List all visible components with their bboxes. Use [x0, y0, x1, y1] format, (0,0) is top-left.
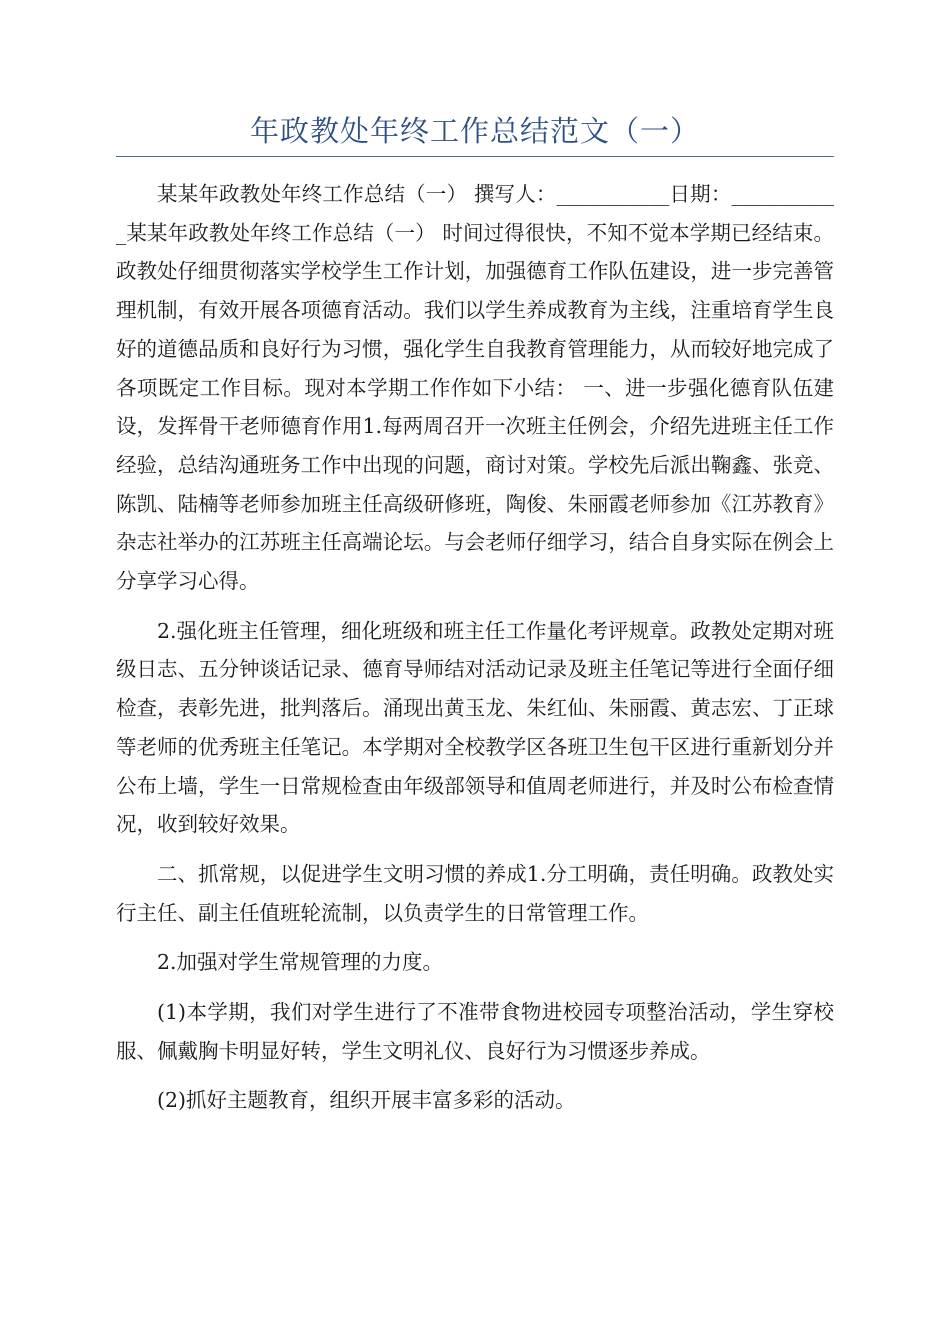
- body-paragraph-2: 2.强化班主任管理，细化班级和班主任工作量化考评规章。政教处定期对班级日志、五分钟谈话记录、德育导师结对活动记录及班主任笔记等进行全面仔细检查，表彰先进，批判落后。涌现出黄玉龙、朱红仙、朱丽霞、黄志宏、丁正球等老师的优秀班主任笔记。本学期对全校教学区各班卫生包干区进行重新划分并公布上墙，学生一日常规检查由年级部领导和值周老师进行，并及时公布检查情况，收到较好效果。: [116, 618, 834, 837]
- title-underline: [116, 156, 834, 157]
- body-paragraph-5: (1)本学期，我们对学生进行了不准带食物进校园专项整治活动，学生穿校服、佩戴胸卡明显好转，学生文明礼仪、良好行为习惯逐步养成。: [116, 1000, 834, 1063]
- body-paragraph-6: (2)抓好主题教育，组织开展丰富多彩的活动。: [157, 1088, 576, 1113]
- body-paragraph-4: 2.加强对学生常规管理的力度。: [157, 950, 444, 975]
- document-title: 年政教处年终工作总结范文（一）: [249, 114, 700, 148]
- body-paragraph-3: 二、抓常规，以促进学生文明习惯的养成1.分工明确，责任明确。政教处实行主任、副主任值班轮流制，以负责学生的日常管理工作。: [116, 861, 834, 925]
- document-page: [116, 108, 834, 1120]
- body-paragraph-1: 某某年政教处年终工作总结（一） 撰写人：___________日期：___________某某年政教处年终工作总结（一） 时间过得很快，不知不觉本学期已经结束。政教处仔细贯彻落实学校学生工作计划，加强德育工作队伍建设，进一步完善管理机制，有效开展各项德育活动。我们以学生养成教育为主线，注重培育学生良好的道德品质和良好行为习惯，强化学生自我教育管理能力，从而较好地完成了各项既定工作目标。现对本学期工作作如下小结： 一、进一步强化德育队伍建设，发挥骨干老师德育作用1.每两周召开一次班主任例会，介绍先进班主任工作经验，总结沟通班务工作中出现的问题，商讨对策。学校先后派出鞠鑫、张竞、陈凯、陆楠等老师参加班主任高级研修班，陶俊、朱丽霞老师参加《江苏教育》杂志社举办的江苏班主任高端论坛。与会老师仔细学习，结合自身实际在例会上分享学习心得。: [116, 182, 834, 594]
